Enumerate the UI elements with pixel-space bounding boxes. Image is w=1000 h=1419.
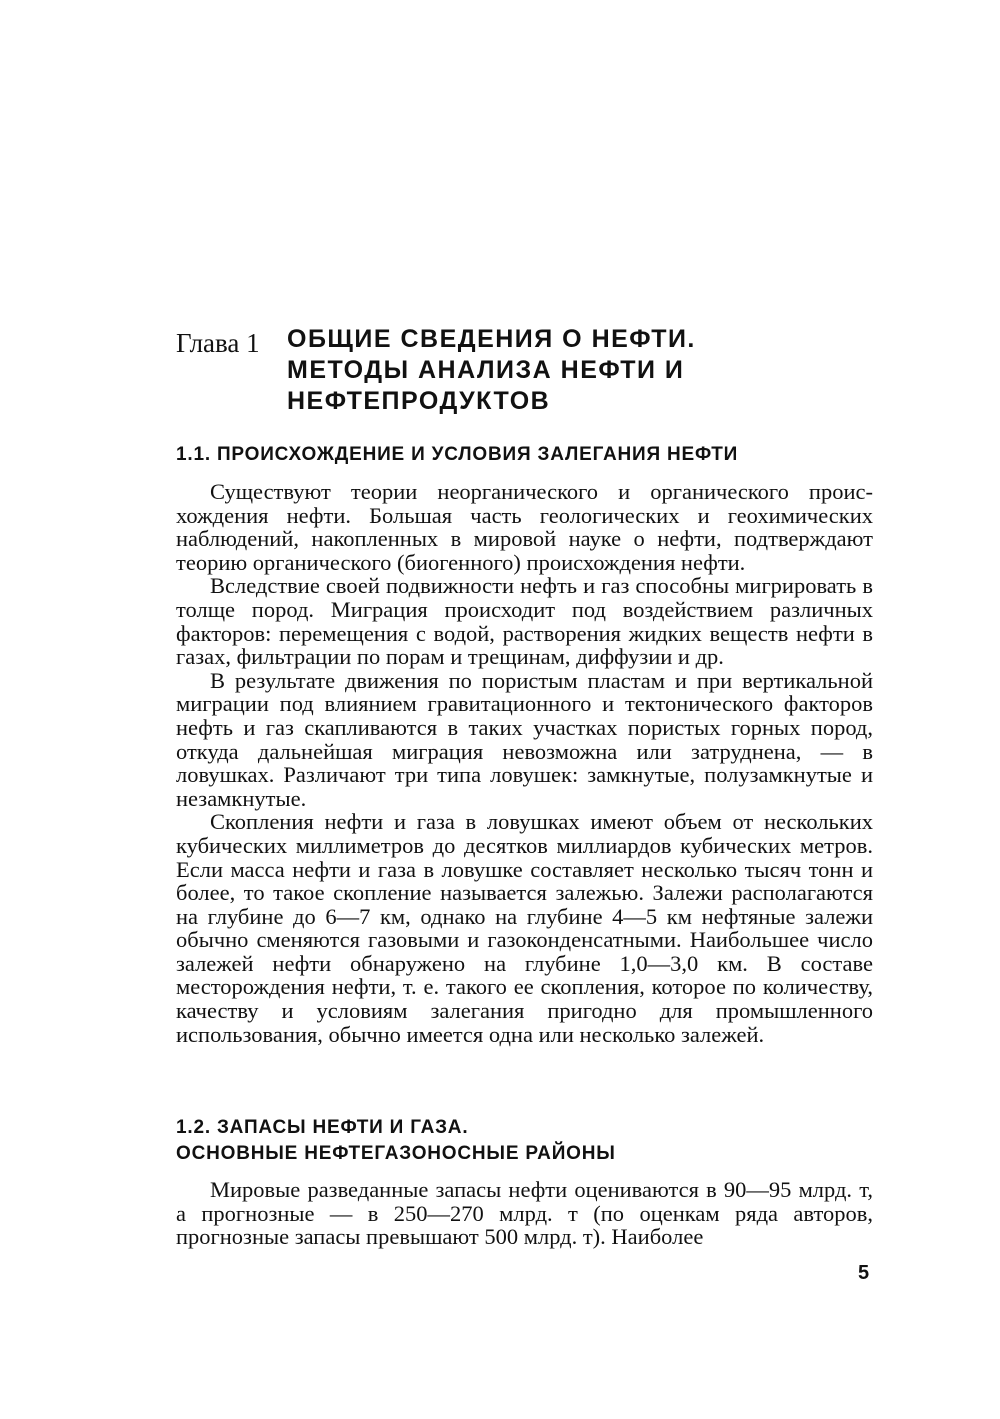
page-number: 5: [858, 1262, 870, 1284]
chapter-title-line: НЕФТЕПРОДУКТОВ: [287, 387, 551, 415]
section-heading-line: ОСНОВНЫЕ НЕФТЕГАЗОНОСНЫЕ РАЙОНЫ: [176, 1143, 616, 1164]
chapter-title-line: МЕТОДЫ АНАЛИЗА НЕФТИ И: [287, 356, 685, 384]
chapter-title-line: ОБЩИЕ СВЕДЕНИЯ О НЕФТИ.: [287, 325, 696, 353]
paragraph: Скопления нефти и газа в ловушках имеют объем от нескольких кубических миллиметров до десятков миллиардов кубических метров. Если масса нефти и газа в ловушке составляет несколько тысяч тонн и более, то такое скопление называется залежью. Залежи располагаются на глубине до 6—7 км, однако на глубине 4—5 км нефтяные залежи обычно сменяются газовыми и газоконденсатными. Наибольшее число залежей нефти обнаружено на глубине 1,0—3,0 км. В составе месторождения нефти, т. е. такого ее скопления, которое по количеству, качеству и условиям залегания пригодно для промышленного использования, обычно имеется одна или несколько залежей.: [176, 809, 873, 1047]
section-heading-reserves: [176, 1115, 616, 1167]
paragraph: В результате движения по пористым пластам и при вертикальной миграции под влиянием гравитационного и тектонического факторов нефть и газ скапливаются в таких участках пористых горных пород, откуда дальнейшая миграция невозможна или затруднена, — в ловушках. Различают три типа ловушек: замкнутые, полузамкнутые и незамкнутые.: [176, 667, 873, 811]
paragraph: Вследствие своей подвижности нефть и газ способны мигрировать в толще пород. Миграция происходит под воздействием различных факторов: перемещения с водой, растворения жидких веществ нефти в газах, фильтрации по порам и трещинам, диффузии и др.: [176, 573, 873, 670]
section-body-origin: [176, 480, 873, 1046]
paragraph: Существуют теории неорганического и органического происхождения нефти. Большая часть геологических и геохимических наблюдений, накопленных в мировой науке о нефти, подтверждают теорию органического (биогенного) происхождения нефти.: [176, 479, 873, 575]
chapter-title: [287, 324, 696, 417]
section-heading-line: 1.2. ЗАПАСЫ НЕФТИ И ГАЗА.: [176, 1117, 469, 1138]
paragraph: Мировые разведанные запасы нефти оцениваются в 90—95 млрд. т, а прогнозные — в 250—270 млрд. т (по оценкам ряда авторов, прогнозные запасы превышают 500 млрд. т). Наиболее: [176, 1177, 873, 1250]
section-body-reserves: [176, 1178, 873, 1249]
section-heading-origin: 1.1. ПРОИСХОЖДЕНИЕ И УСЛОВИЯ ЗАЛЕГАНИЯ НЕФТИ: [176, 444, 739, 465]
chapter-label: Глава 1: [176, 328, 260, 358]
